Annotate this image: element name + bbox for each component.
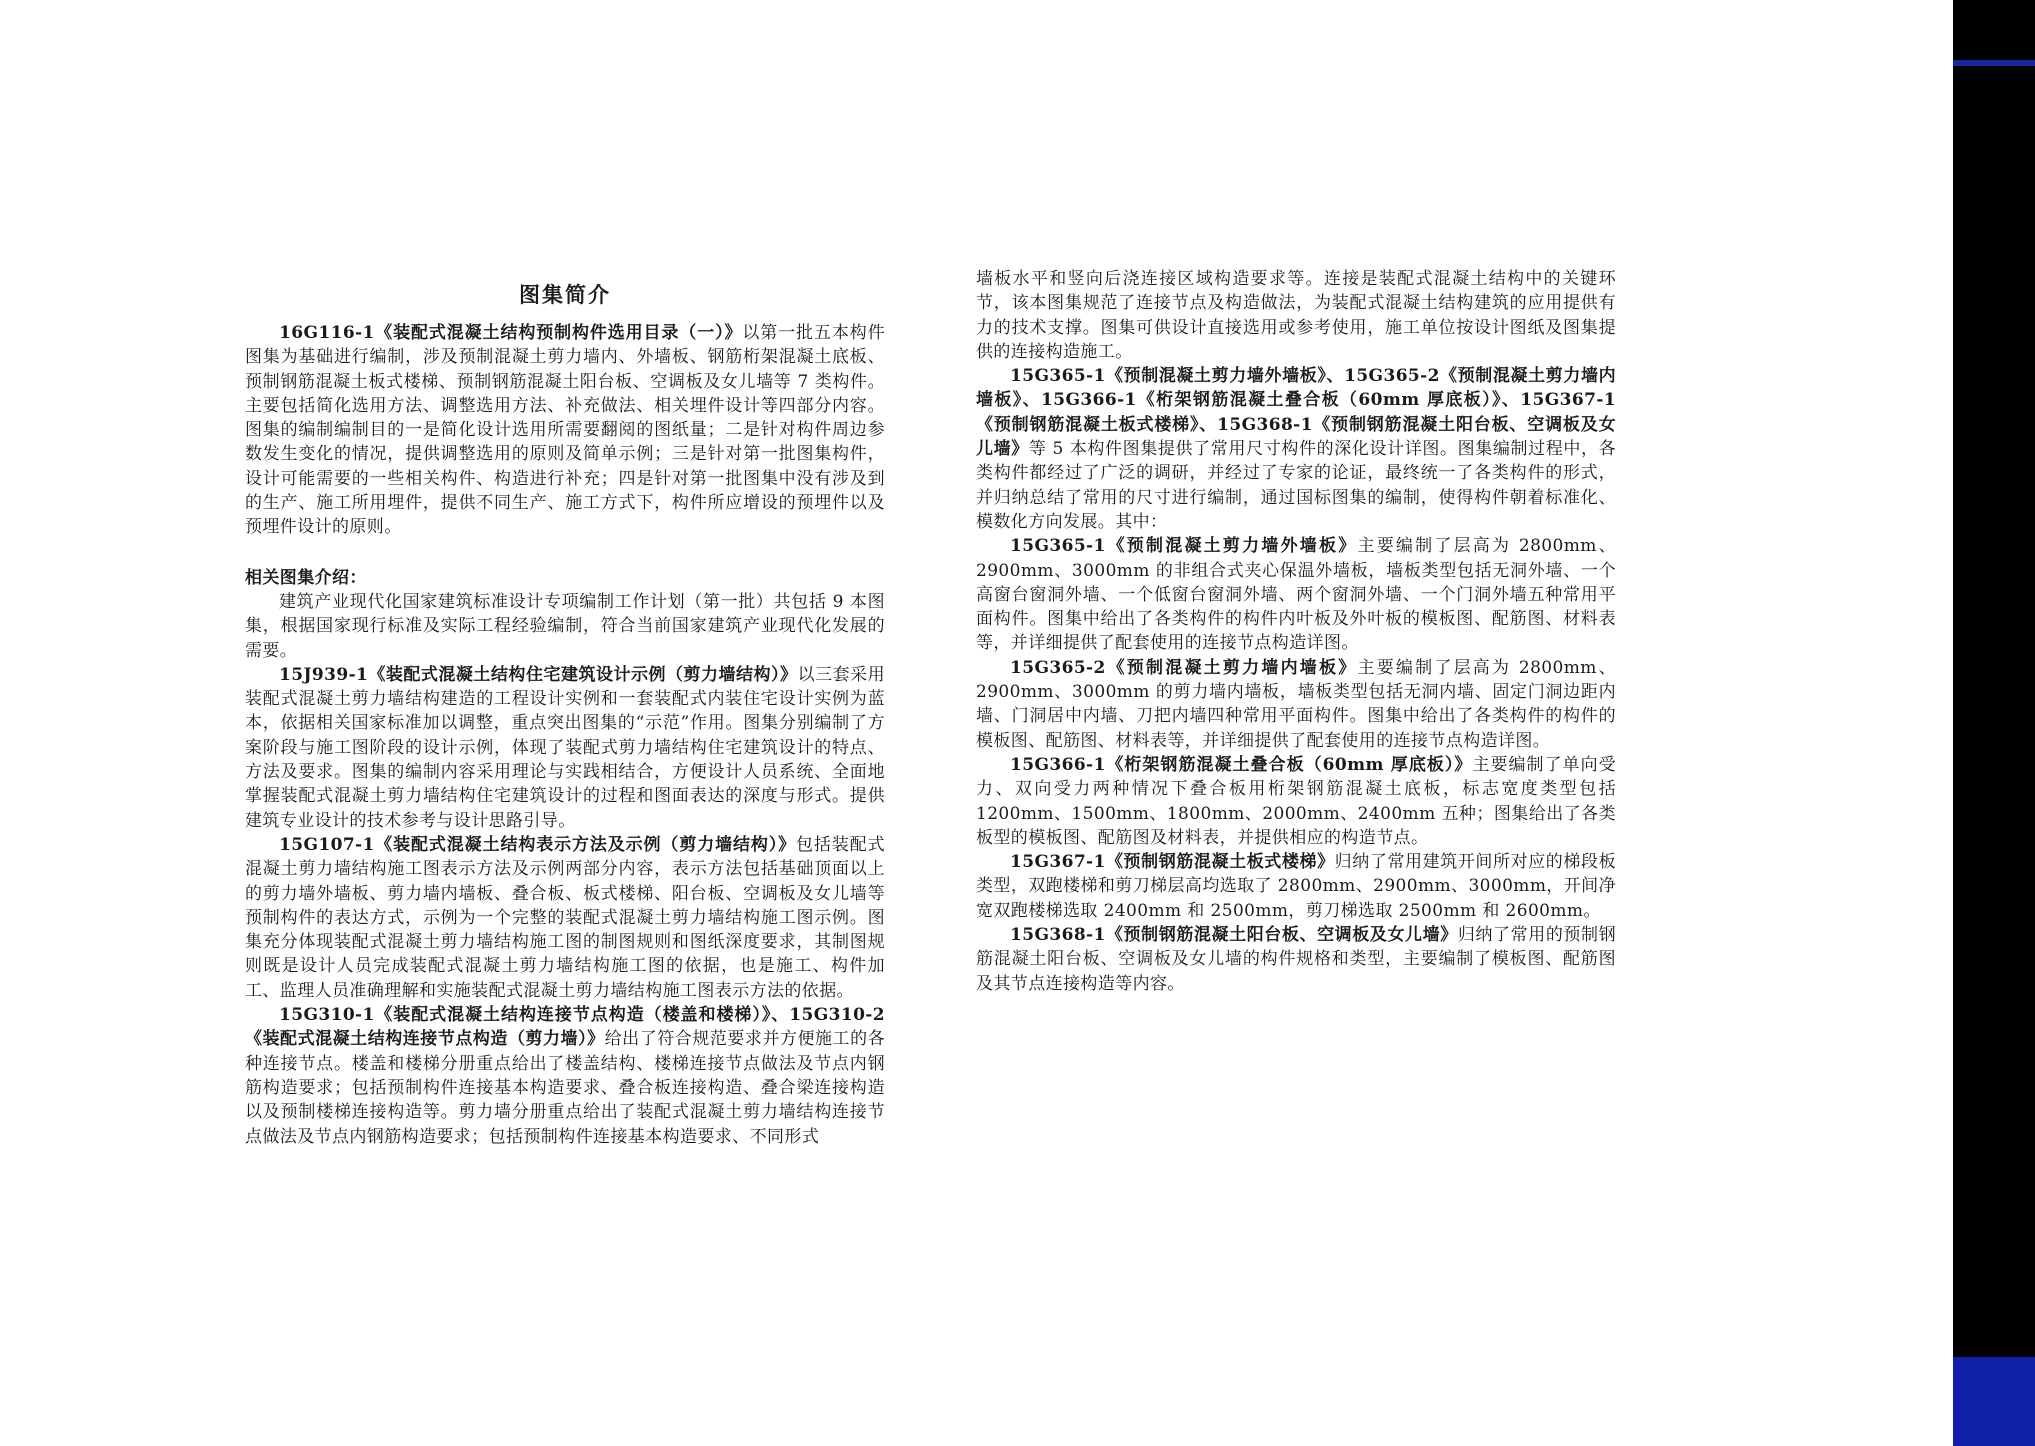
paragraph-15g365-1: [976, 534, 1616, 655]
page-title: 图集简介: [519, 282, 611, 307]
atlas-code: 15G366-1《桁架钢筋混凝土叠合板（60mm 厚底板）》: [1010, 754, 1473, 775]
paragraph-15g310: [245, 1003, 885, 1149]
atlas-code: 16G116-1《装配式混凝土结构预制构件选用目录（一）》: [279, 323, 743, 343]
paragraph-body: 以三套采用装配式混凝土剪力墙结构建造的工程设计实例和一套装配式内装住宅设计实例为蓝本，依据相关国家标准加以调整，重点突出图集的“示范”作用。图集分别编制了方案阶段与施工图阶段的设计示例，体现了装配式剪力墙结构住宅建筑设计的特点、方法及要求。图集的编制内容采用理论与实践相结合，方便设计人员系统、全面地掌握装配式混凝土剪力墙结构住宅建筑设计的过程和图面表达的深度与形式。提供建筑专业设计的技术参考与设计思路引导。: [245, 664, 885, 831]
right-sidebar: [1953, 0, 2035, 1446]
atlas-code: 15G365-2《预制混凝土剪力墙内墙板》: [1010, 657, 1358, 678]
paragraph-body: 给出了符合规范要求并方便施工的各种连接节点。楼盖和楼梯分册重点给出了楼盖结构、楼梯连接节点做法及节点内钢筋构造要求；包括预制构件连接基本构造要求、叠合板连接构造、叠合梁连接构造以及预制楼梯连接构造等。剪力墙分册重点给出了装配式混凝土剪力墙结构连接节点做法及节点内钢筋构造要求；包括预制构件连接基本构造要求、不同形式: [245, 1029, 885, 1147]
paragraph-15g368-1: [976, 923, 1616, 996]
intro-paragraph: [245, 321, 885, 540]
sidebar-accent-block: [1953, 1357, 2035, 1446]
atlas-code: 15G367-1《预制钢筋混凝土板式楼梯》: [1010, 852, 1335, 873]
paragraph-body: 以第一批五本构件图集为基础进行编制，涉及预制混凝土剪力墙内、外墙板、钢筋桁架混凝土底板、预制钢筋混凝土板式楼梯、预制钢筋混凝土阳台板、空调板及女儿墙等 7 类构件。主要包括简化选用方法、调整选用方法、补充做法、相关埋件设计等四部分内容。图集的编制编制目的一是简化设计选用所需要翻阅的图纸量；二是针对构件周边参数发生变化的情况，提供调整选用的原则及简单示例；三是针对第一批图集构件，设计可能需要的一些相关构件、构造进行补充；四是针对第一批图集中没有涉及到的生产、施工所用埋件，提供不同生产、施工方式下，构件所应增设的预埋件以及预埋件设计的原则。: [245, 323, 885, 538]
related-intro: 建筑产业现代化国家建筑标准设计专项编制工作计划（第一批）共包括 9 本图集，根据国家现行标准及实际工程经验编制，符合当前国家建筑产业现代化发展的需要。: [245, 591, 885, 661]
continuation-paragraph: 墙板水平和竖向后浇连接区域构造要求等。连接是装配式混凝土结构中的关键环节，该本图集规范了连接节点及构造做法，为装配式混凝土结构建筑的应用提供有力的技术支撑。图集可供设计直接选用或参考使用，施工单位按设计图纸及图集提供的连接构造施工。: [976, 269, 1616, 362]
atlas-code: 15G368-1《预制钢筋混凝土阳台板、空调板及女儿墙》: [1010, 925, 1458, 946]
atlas-code: 15G365-1《预制混凝土剪力墙外墙板》: [1010, 536, 1358, 557]
atlas-code: 15G310-1《装配式混凝土结构连接节点构造（楼盖和楼梯）》、15G310-2《装配式混凝土结构连接节点构造（剪力墙）》: [245, 1005, 885, 1050]
paragraph-body: 等 5 本构件图集提供了常用尺寸构件的深化设计详图。图集编制过程中，各类构件都经过了广泛的调研，并经过了专家的论证，最终统一了各类构件的形式，并归纳总结了常用的尺寸进行编制，通过国标图集的编制，使得构件朝着标准化、模数化方向发展。其中：: [976, 439, 1617, 532]
paragraph-15g367-1: [976, 850, 1616, 923]
atlas-code: 15G365-1《预制混凝土剪力墙外墙板》、15G365-2《预制混凝土剪力墙内墙板》、15G366-1《桁架钢筋混凝土叠合板（60mm 厚底板）》、15G367-1《预制钢筋混凝土板式楼梯》、15G368-1《预制钢筋混凝土阳台板、空调板及女儿墙》: [976, 366, 1616, 460]
paragraph-body: 包括装配式混凝土剪力墙结构施工图表示方法及示例两部分内容，表示方法包括基础顶面以上的剪力墙外墙板、剪力墙内墙板、叠合板、板式楼梯、阳台板、空调板及女儿墙等预制构件的表达方式，示例为一个完整的装配式混凝土剪力墙结构施工图示例。图集充分体现装配式混凝土剪力墙结构施工图的制图规则和图纸深度要求，其制图规则既是设计人员完成装配式混凝土剪力墙结构施工图的依据，也是施工、构件加工、监理人员准确理解和实施装配式混凝土剪力墙结构施工图表示方法的依据。: [245, 834, 885, 1001]
paragraph-body: 归纳了常用建筑开间所对应的梯段板类型，双跑楼梯和剪刀梯层高均选取了 2800mm、2900mm、3000mm，开间净宽双跑楼梯选取 2400mm 和 2500mm，剪刀梯选取 2500mm 和 2600mm。: [976, 852, 1616, 921]
related-heading: 相关图集介绍：: [245, 567, 367, 588]
paragraph-15g107: [245, 833, 885, 1003]
right-column: [976, 267, 1616, 996]
paragraph-body: 主要编制了单向受力、双向受力两种情况下叠合板用桁架钢筋混凝土底板，标志宽度类型包括 1200mm、1500mm、1800mm、2000mm、2400mm 五种；图集给出了各类板型的模板图、配筋图及材料表，并提供相应的构造节点。: [976, 754, 1616, 848]
paragraph-body: 主要编制了层高为 2800mm、2900mm、3000mm 的剪力墙内墙板，墙板类型包括无洞内墙、固定门洞边距内墙、门洞居中内墙、刀把内墙四种常用平面构件。图集中给出了各类构件的构件的模板图、配筋图、材料表等，并详细提供了配套使用的连接节点构造详图。: [976, 657, 1616, 751]
paragraph-body: 主要编制了层高为 2800mm、2900mm、3000mm 的非组合式夹心保温外墙板，墙板类型包括无洞外墙、一个高窗台窗洞外墙、一个低窗台窗洞外墙、两个窗洞外墙、一个门洞外墙五种常用平面构件。图集中给出了各类构件的构件内叶板及外叶板的模板图、配筋图、材料表等，并详细提供了配套使用的连接节点构造详图。: [976, 536, 1616, 654]
paragraph-15g365-2: [976, 656, 1616, 753]
sidebar-accent-line: [1953, 60, 2035, 66]
paragraph-body: 归纳了常用的预制钢筋混凝土阳台板、空调板及女儿墙的构件规格和类型，主要编制了模板图、配筋图及其节点连接构造等内容。: [976, 925, 1616, 994]
paragraph-15g366-1: [976, 753, 1616, 850]
paragraph-15g365-set: [976, 364, 1616, 534]
atlas-code: 15G107-1《装配式混凝土结构表示方法及示例（剪力墙结构）》: [279, 834, 797, 855]
paragraph-15j939: [245, 663, 885, 833]
atlas-code: 15J939-1《装配式混凝土结构住宅建筑设计示例（剪力墙结构）》: [279, 664, 798, 685]
left-column: [245, 281, 885, 1149]
